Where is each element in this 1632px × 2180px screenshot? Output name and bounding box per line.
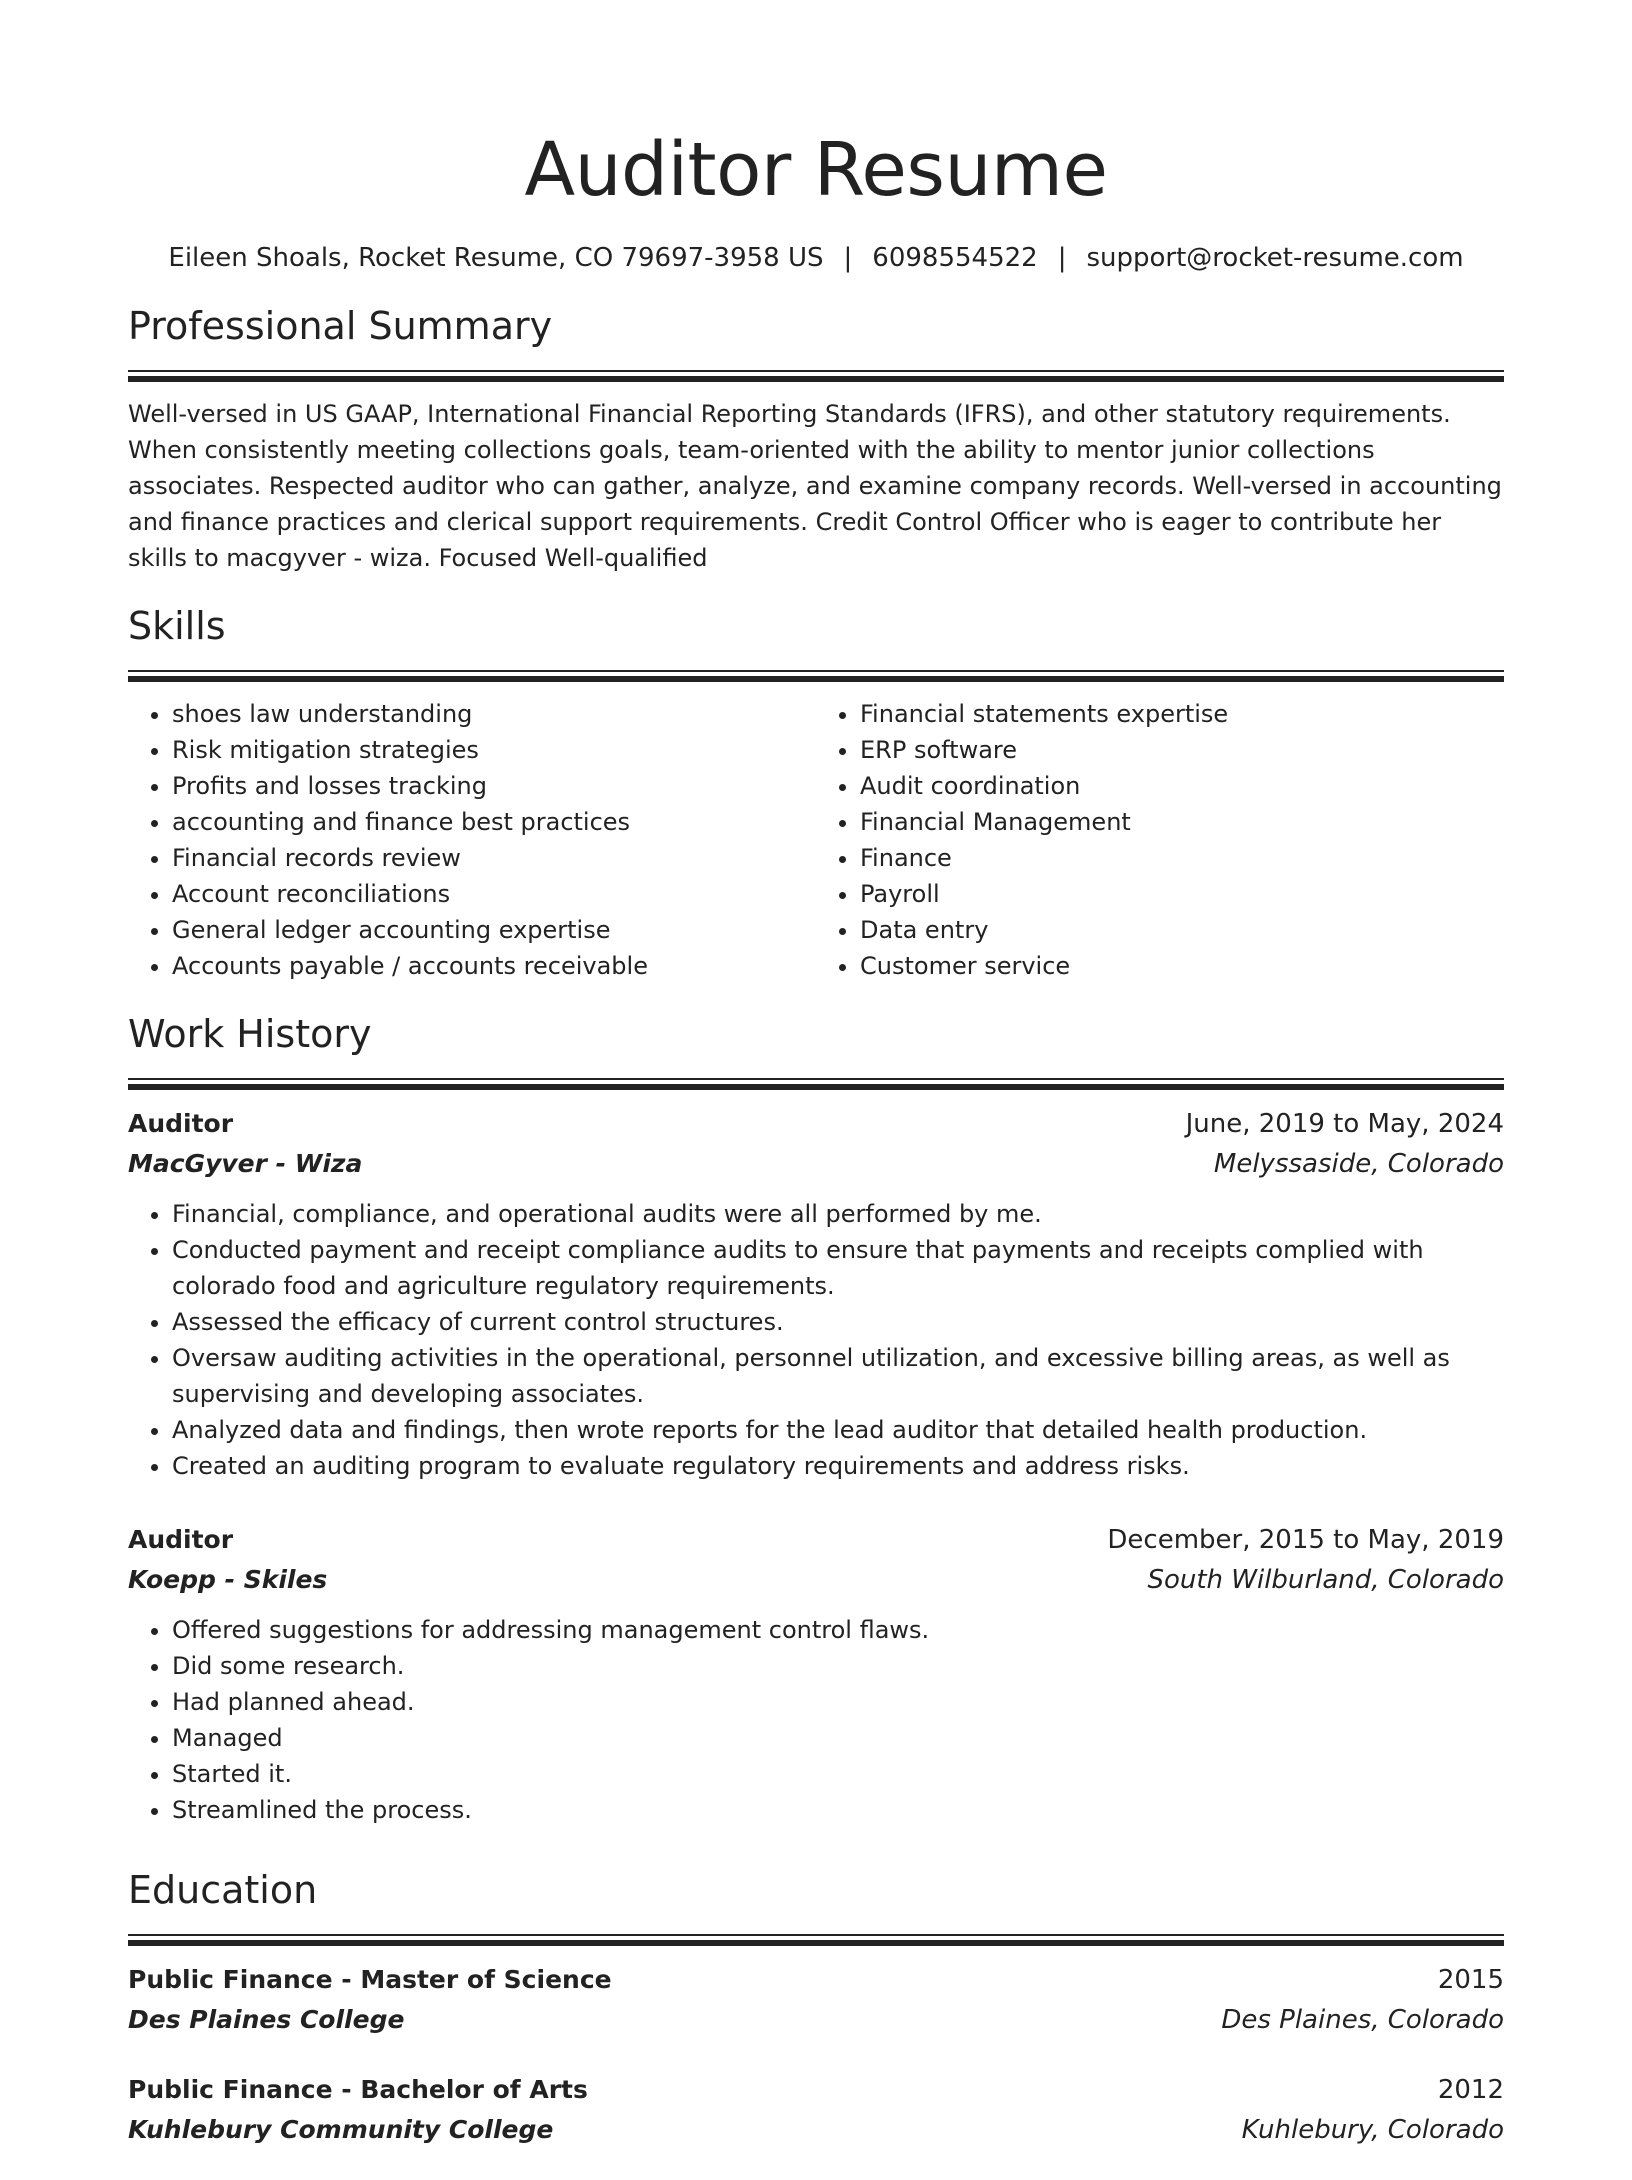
- section-divider: [128, 670, 1504, 672]
- job-header-row: [128, 1104, 1504, 1144]
- skill-item: • Financial statements expertise: [860, 696, 1504, 732]
- skill-item: • shoes law understanding: [172, 696, 816, 732]
- job-entry: [128, 1104, 1504, 1484]
- education-subheader-row: [128, 2000, 1504, 2040]
- section-heading: Professional Summary: [128, 304, 553, 348]
- job-bullet: • Did some research.: [172, 1648, 1504, 1684]
- job-company: MacGyver - Wiza: [128, 1149, 363, 1178]
- job-bullets: [128, 1612, 1504, 1828]
- section-body: [128, 1960, 1504, 2150]
- skill-item: • Financial Management: [860, 804, 1504, 840]
- section-heading: Skills: [128, 604, 226, 648]
- education-school: Des Plaines College: [128, 2005, 405, 2034]
- job-company: Koepp - Skiles: [128, 1565, 328, 1594]
- education-year: 2012: [1437, 2075, 1504, 2105]
- job-bullet: • Streamlined the process.: [172, 1792, 1504, 1828]
- skills-column-right: [816, 696, 1504, 984]
- job-bullet: • Started it.: [172, 1756, 1504, 1792]
- section-skills: [128, 600, 1504, 984]
- skill-item: • Account reconciliations: [172, 876, 816, 912]
- section-education: [128, 1864, 1504, 2150]
- contact-separator: |: [843, 243, 853, 273]
- skill-item: • ERP software: [860, 732, 1504, 768]
- job-bullet: • Oversaw auditing activities in the operational, personnel utilization, and excessive billing areas, as well as supervising and developing associates.: [172, 1340, 1504, 1412]
- education-location: Kuhlebury, Colorado: [1241, 2115, 1504, 2145]
- contact-address: Eileen Shoals, Rocket Resume, CO 79697-3958 US: [168, 243, 824, 273]
- job-title: Auditor: [128, 1525, 234, 1554]
- resume-page: [128, 0, 1504, 2180]
- job-bullet: • Analyzed data and findings, then wrote reports for the lead auditor that detailed health production.: [172, 1412, 1504, 1448]
- skill-item: • Payroll: [860, 876, 1504, 912]
- job-bullet: • Had planned ahead.: [172, 1684, 1504, 1720]
- job-location: Melyssaside, Colorado: [1213, 1149, 1504, 1179]
- education-year: 2015: [1437, 1965, 1504, 1995]
- section-divider: [128, 1934, 1504, 1936]
- skill-item: • Finance: [860, 840, 1504, 876]
- job-bullet: • Offered suggestions for addressing management control flaws.: [172, 1612, 1504, 1648]
- job-dates: December, 2015 to May, 2019: [1107, 1525, 1504, 1555]
- skill-item: • Profits and losses tracking: [172, 768, 816, 804]
- contact-separator: |: [1057, 243, 1067, 273]
- section-divider: [128, 370, 1504, 372]
- education-entry: [128, 2070, 1504, 2150]
- contact-line: [128, 240, 1504, 276]
- job-location: South Wilburland, Colorado: [1147, 1565, 1504, 1595]
- skill-item: • Financial records review: [172, 840, 816, 876]
- job-bullet: • Created an auditing program to evaluate regulatory requirements and address risks.: [172, 1448, 1504, 1484]
- job-entry: [128, 1520, 1504, 1828]
- job-bullet: • Assessed the efficacy of current control structures.: [172, 1304, 1504, 1340]
- section-body: [128, 396, 1504, 576]
- education-school: Kuhlebury Community College: [128, 2115, 554, 2144]
- section-heading: Education: [128, 1868, 318, 1912]
- education-header-row: [128, 1960, 1504, 2000]
- summary-paragraph: Well-versed in US GAAP, International Financial Reporting Standards (IFRS), and other statutory requirements. When consistently meeting collections goals, team-oriented with the ability to mentor junior collections associates. Respected auditor who can gather, analyze, and examine company records. Well-versed in accounting and finance practices and clerical support requirements. Credit Control Officer who is eager to contribute her skills to macgyver - wiza. Focused Well-qualified: [128, 400, 1502, 572]
- skills-column-left: [128, 696, 816, 984]
- section-professional-summary: [128, 300, 1504, 576]
- education-location: Des Plaines, Colorado: [1221, 2005, 1504, 2035]
- section-heading: Work History: [128, 1012, 372, 1056]
- job-bullet: • Conducted payment and receipt compliance audits to ensure that payments and receipts complied with colorado food and agriculture regulatory requirements.: [172, 1232, 1504, 1304]
- skill-item: • General ledger accounting expertise: [172, 912, 816, 948]
- education-entry: [128, 1960, 1504, 2040]
- job-subheader-row: [128, 1144, 1504, 1184]
- job-subheader-row: [128, 1560, 1504, 1600]
- skill-item: • Audit coordination: [860, 768, 1504, 804]
- job-bullet: • Financial, compliance, and operational audits were all performed by me.: [172, 1196, 1504, 1232]
- job-bullet: • Managed: [172, 1720, 1504, 1756]
- education-degree: Public Finance - Bachelor of Arts: [128, 2075, 588, 2104]
- contact-email: support@rocket-resume.com: [1086, 243, 1464, 273]
- job-dates: June, 2019 to May, 2024: [1185, 1109, 1504, 1139]
- job-header-row: [128, 1520, 1504, 1560]
- skills-grid: [128, 696, 1504, 984]
- section-work-history: [128, 1008, 1504, 1828]
- education-subheader-row: [128, 2110, 1504, 2150]
- section-body: [128, 1104, 1504, 1828]
- contact-phone: 6098554522: [872, 243, 1038, 273]
- skill-item: • Customer service: [860, 948, 1504, 984]
- job-title: Auditor: [128, 1109, 234, 1138]
- job-bullets: [128, 1196, 1504, 1484]
- skill-item: • Accounts payable / accounts receivable: [172, 948, 816, 984]
- section-divider: [128, 1078, 1504, 1080]
- skill-item: • accounting and finance best practices: [172, 804, 816, 840]
- education-header-row: [128, 2070, 1504, 2110]
- skill-item: • Data entry: [860, 912, 1504, 948]
- document-title: Auditor Resume: [524, 127, 1108, 213]
- education-degree: Public Finance - Master of Science: [128, 1965, 612, 1994]
- skill-item: • Risk mitigation strategies: [172, 732, 816, 768]
